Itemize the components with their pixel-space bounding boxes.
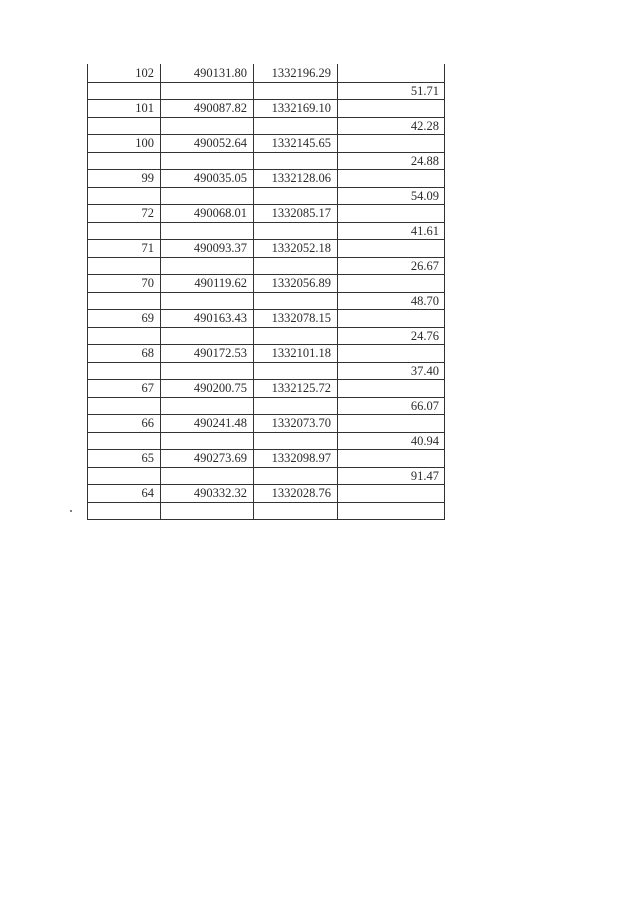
stray-mark [70,510,72,512]
point-id-cell: 66 [141,416,154,430]
distance-cell: 41.61 [410,223,439,238]
row-divider-mid [87,327,445,328]
x-coordinate-cell: 490035.05 [193,171,247,185]
column-rule [444,64,445,519]
point-id-cell: 65 [141,451,154,465]
x-coordinate-cell: 490273.69 [193,451,247,465]
x-coordinate-cell: 490068.01 [193,206,247,220]
x-coordinate-cell: 490052.64 [193,136,247,150]
y-coordinate-cell: 1332145.65 [271,136,331,150]
point-id-cell: 68 [141,346,154,360]
row-divider-mid [87,82,445,83]
y-coordinate-cell: 1332056.89 [271,276,331,290]
row-divider [87,519,445,520]
point-id-cell: 72 [141,206,154,220]
y-coordinate-cell: 1332052.18 [271,241,331,255]
column-rule [87,64,88,519]
y-coordinate-cell: 1332073.70 [271,416,331,430]
y-coordinate-cell: 1332085.17 [271,206,331,220]
point-id-cell: 102 [135,66,154,80]
row-divider-mid [87,432,445,433]
distance-cell: 51.71 [410,83,439,98]
point-id-cell: 71 [141,241,154,255]
x-coordinate-cell: 490119.62 [194,276,247,290]
y-coordinate-cell: 1332196.29 [271,66,331,80]
row-divider-mid [87,257,445,258]
x-coordinate-cell: 490163.43 [193,311,247,325]
point-id-cell: 64 [141,486,154,500]
row-divider-mid [87,152,445,153]
distance-cell: 24.88 [410,153,439,168]
column-rule [337,64,338,519]
row-divider-mid [87,397,445,398]
point-id-cell: 100 [135,136,154,150]
row-divider-mid [87,117,445,118]
point-id-cell: 101 [135,101,154,115]
x-coordinate-cell: 490093.37 [193,241,247,255]
y-coordinate-cell: 1332169.10 [271,101,331,115]
distance-cell: 91.47 [410,468,439,483]
row-divider-mid [87,467,445,468]
y-coordinate-cell: 1332028.76 [271,486,331,500]
point-id-cell: 99 [141,171,154,185]
row-divider-mid [87,502,445,503]
distance-cell: 54.09 [410,188,439,203]
row-divider-mid [87,362,445,363]
point-id-cell: 70 [141,276,154,290]
point-id-cell: 69 [141,311,154,325]
coordinate-table [87,64,445,519]
point-id-cell: 67 [141,381,154,395]
distance-cell: 26.67 [410,258,439,273]
y-coordinate-cell: 1332125.72 [271,381,331,395]
x-coordinate-cell: 490241.48 [193,416,247,430]
distance-cell: 24.76 [410,328,439,343]
distance-cell: 48.70 [410,293,439,308]
distance-cell: 42.28 [410,118,439,133]
x-coordinate-cell: 490131.80 [193,66,247,80]
row-divider-mid [87,187,445,188]
distance-cell: 40.94 [410,433,439,448]
distance-cell: 66.07 [410,398,439,413]
y-coordinate-cell: 1332101.18 [271,346,331,360]
column-rule [253,64,254,519]
x-coordinate-cell: 490087.82 [193,101,247,115]
x-coordinate-cell: 490200.75 [193,381,247,395]
distance-cell: 37.40 [410,363,439,378]
column-rule [160,64,161,519]
x-coordinate-cell: 490172.53 [193,346,247,360]
row-divider-mid [87,222,445,223]
y-coordinate-cell: 1332098.97 [271,451,331,465]
y-coordinate-cell: 1332128.06 [271,171,331,185]
row-divider-mid [87,292,445,293]
y-coordinate-cell: 1332078.15 [271,311,331,325]
distance-cell [337,503,445,520]
x-coordinate-cell: 490332.32 [193,486,247,500]
